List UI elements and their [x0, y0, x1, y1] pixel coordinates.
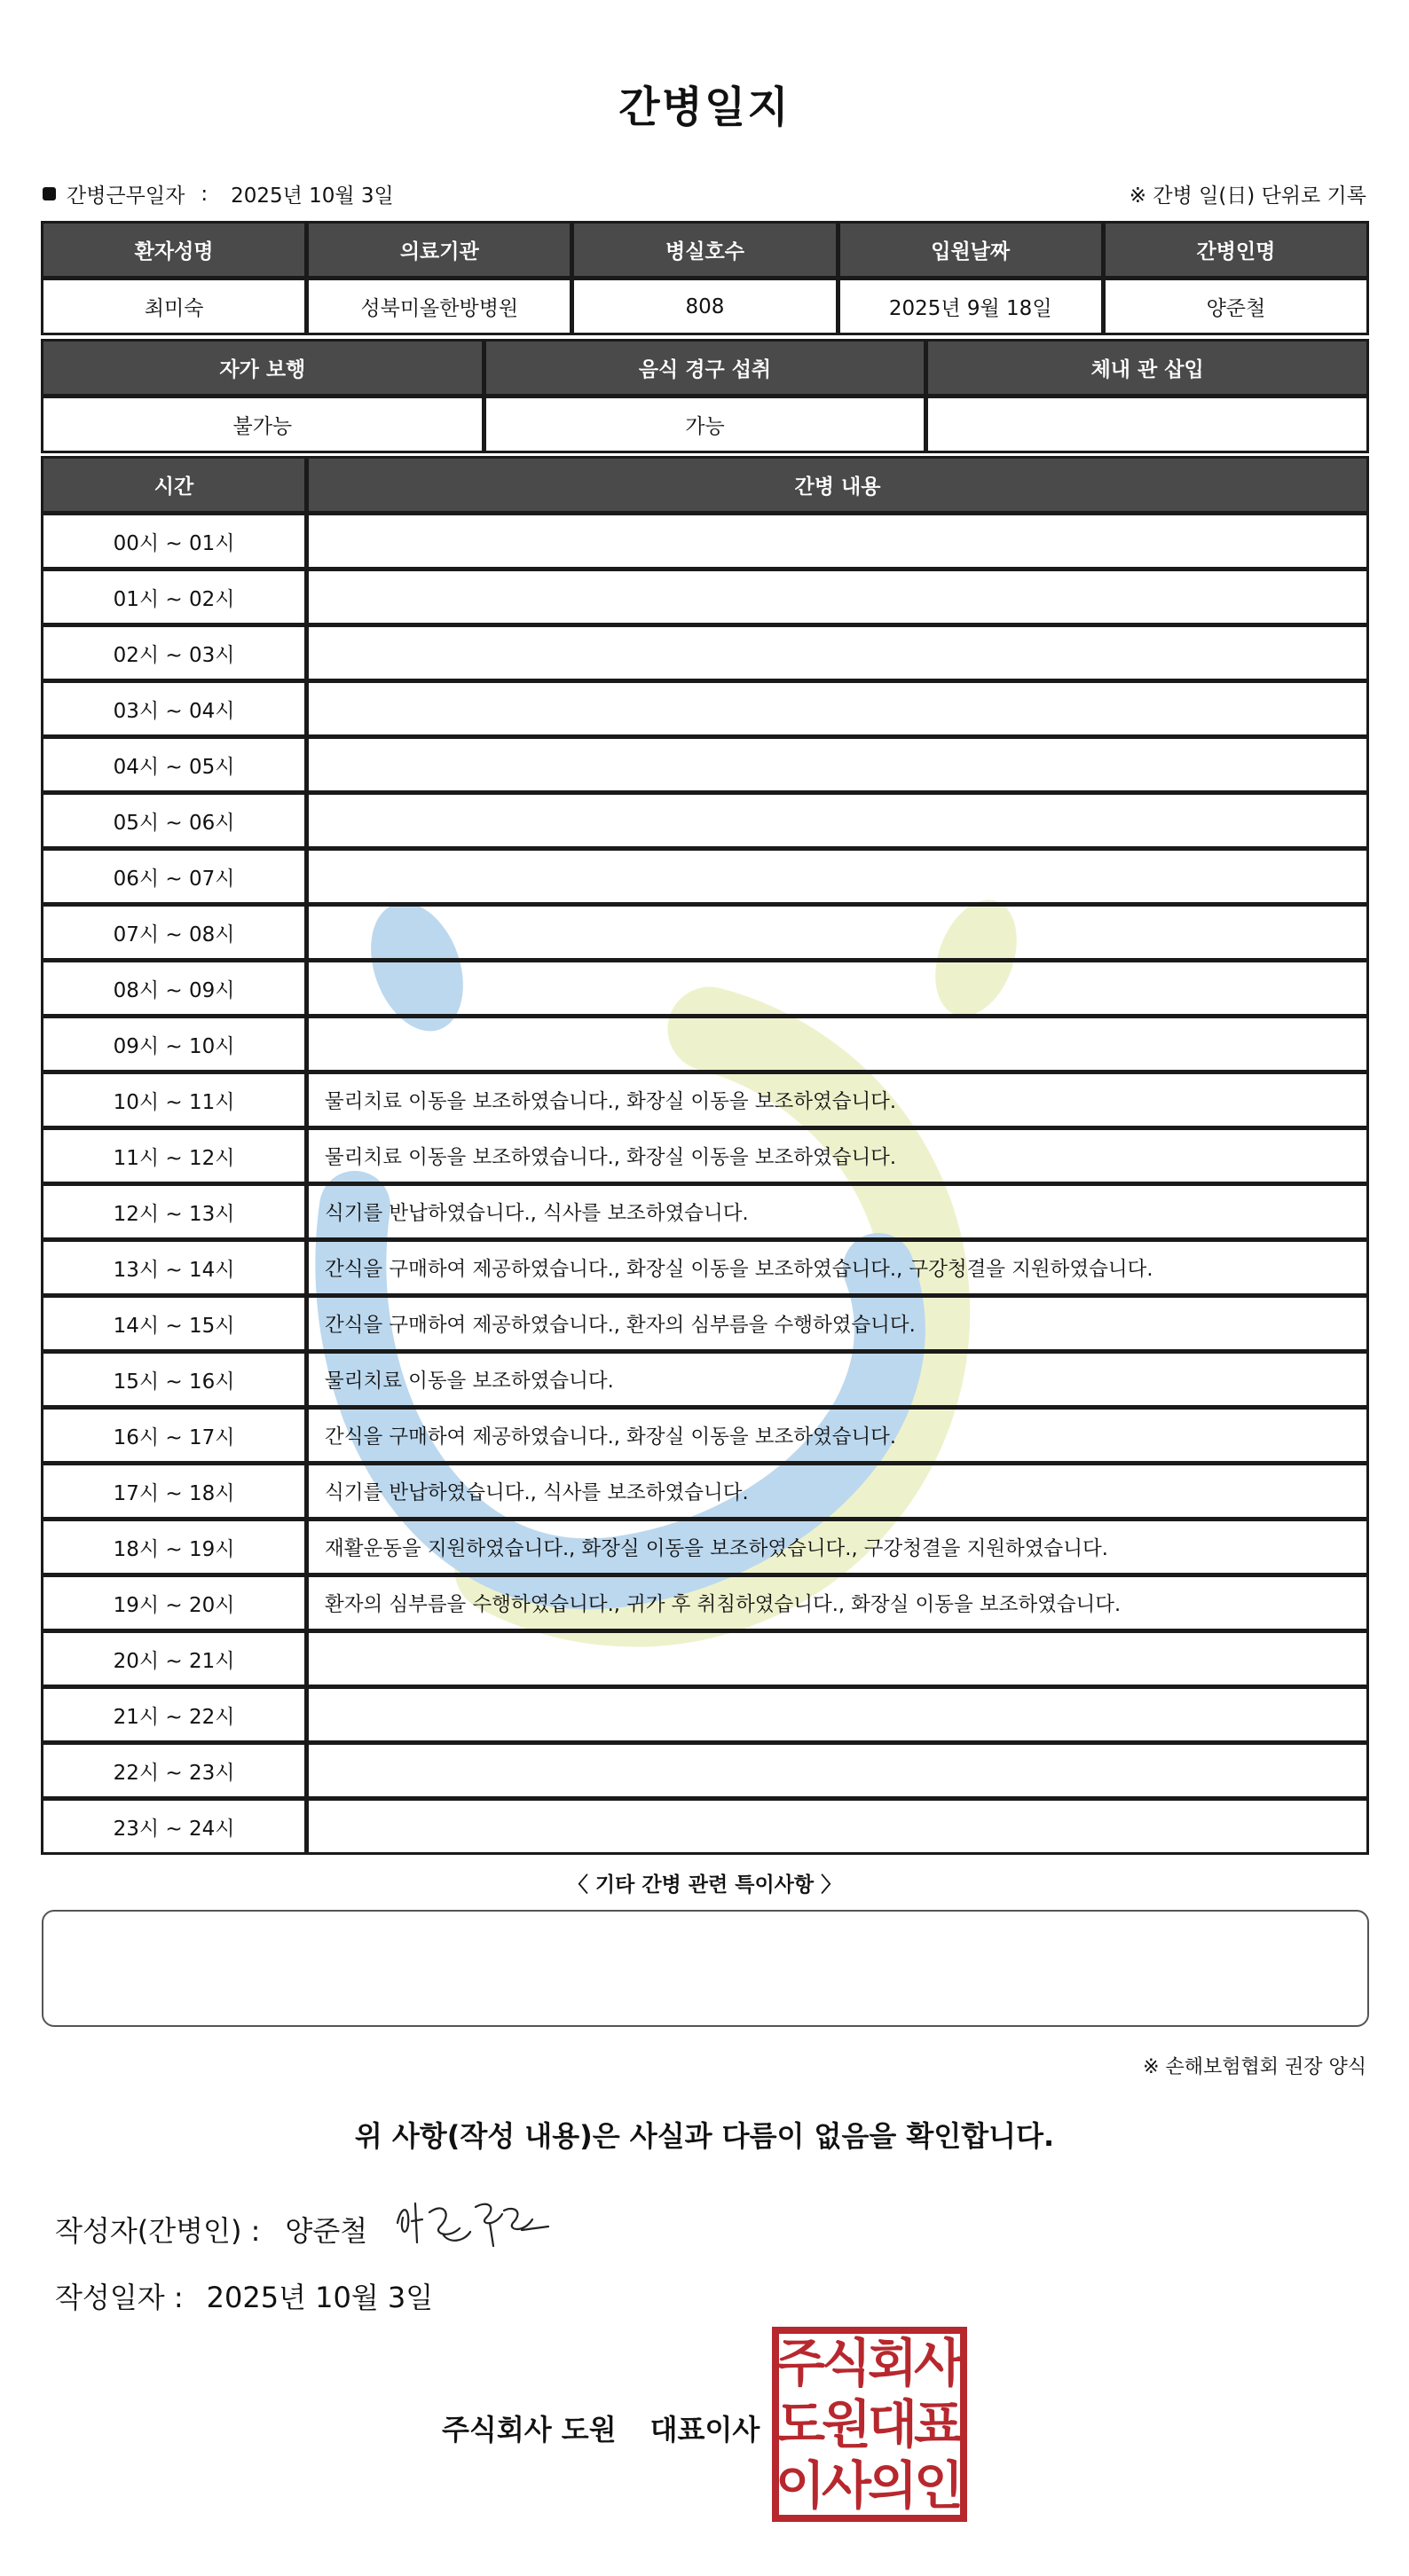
care-content-cell: 물리치료 이동을 보조하였습니다. — [306, 1351, 1369, 1408]
seal-character: 사 — [913, 2333, 964, 2393]
value-caregiver-name: 양준철 — [1103, 278, 1369, 335]
company-line — [442, 2407, 760, 2448]
care-content-cell — [306, 848, 1369, 905]
time-slot: 11시 ~ 12시 — [41, 1127, 307, 1184]
header-room-number: 병실호수 — [571, 221, 838, 279]
time-slot: 20시 ~ 21시 — [41, 1630, 307, 1687]
time-slot: 06시 ~ 07시 — [41, 848, 307, 905]
care-content-cell: 재활운동을 지원하였습니다., 화장실 이동을 보조하였습니다., 구강청결을 지원하였습니다. — [306, 1519, 1369, 1575]
time-slot: 18시 ~ 19시 — [41, 1519, 307, 1575]
care-content-cell — [306, 1016, 1369, 1072]
bullet-square-icon — [43, 187, 56, 200]
value-hospital: 성북미올한방병원 — [306, 278, 572, 335]
company-name: 주식회사 도원 — [442, 2413, 617, 2446]
header-caregiver-name: 간병인명 — [1103, 221, 1369, 279]
care-content-cell — [306, 960, 1369, 1017]
written-date-line — [55, 2275, 433, 2316]
remarks-title: 〈 기타 간병 관련 특이사항 〉 — [567, 1873, 842, 1897]
seal-character: 의 — [867, 2455, 918, 2516]
value-self-walking: 불가능 — [41, 396, 484, 453]
company-title: 대표이사 — [649, 2413, 760, 2446]
time-slot: 07시 ~ 08시 — [41, 904, 307, 961]
seal-character: 원 — [821, 2394, 872, 2454]
work-date-value: 2025년 10월 3일 — [231, 185, 394, 208]
care-content-cell — [306, 1630, 1369, 1687]
time-slot: 23시 ~ 24시 — [41, 1798, 307, 1855]
seal-character: 이 — [775, 2455, 826, 2516]
remarks-box — [42, 1910, 1369, 2027]
seal-character: 식 — [821, 2333, 872, 2393]
time-slot: 04시 ~ 05시 — [41, 736, 307, 793]
time-slot: 02시 ~ 03시 — [41, 624, 307, 681]
time-slot: 03시 ~ 04시 — [41, 680, 307, 737]
seal-character: 회 — [867, 2333, 918, 2393]
header-patient-name: 환자성명 — [41, 221, 307, 279]
seal-character: 주 — [775, 2333, 826, 2393]
time-slot: 22시 ~ 23시 — [41, 1742, 307, 1799]
care-content-cell: 물리치료 이동을 보조하였습니다., 화장실 이동을 보조하였습니다. — [306, 1127, 1369, 1184]
time-slot: 17시 ~ 18시 — [41, 1463, 307, 1520]
unit-note: ※ 간병 일(日) 단위로 기록 — [1129, 185, 1366, 208]
care-content-cell: 환자의 심부름을 수행하였습니다., 귀가 후 취침하였습니다., 화장실 이동을 보조하였습니다. — [306, 1575, 1369, 1631]
header-oral-intake: 음식 경구 섭취 — [484, 339, 927, 397]
header-admission-date: 입원날짜 — [838, 221, 1104, 279]
writer-line — [55, 2209, 367, 2250]
written-date-label: 작성일자 : — [55, 2281, 184, 2314]
time-slot: 15시 ~ 16시 — [41, 1351, 307, 1408]
time-slot: 05시 ~ 06시 — [41, 792, 307, 849]
work-date-separator: : — [201, 182, 209, 206]
care-content-cell — [306, 1798, 1369, 1855]
time-slot: 12시 ~ 13시 — [41, 1183, 307, 1240]
header-time: 시간 — [41, 456, 307, 514]
writer-name: 양준철 — [285, 2214, 368, 2248]
care-content-cell: 물리치료 이동을 보조하였습니다., 화장실 이동을 보조하였습니다. — [306, 1072, 1369, 1128]
time-slot: 01시 ~ 02시 — [41, 569, 307, 625]
care-content-cell — [306, 792, 1369, 849]
work-date-line — [43, 179, 394, 208]
writer-label: 작성자(간병인) : — [55, 2214, 261, 2248]
time-slot: 08시 ~ 09시 — [41, 960, 307, 1017]
header-self-walking: 자가 보행 — [41, 339, 484, 397]
time-slot: 09시 ~ 10시 — [41, 1016, 307, 1072]
care-schedule-table — [42, 457, 1369, 1855]
time-slot: 19시 ~ 20시 — [41, 1575, 307, 1631]
seal-character: 인 — [913, 2455, 964, 2516]
value-oral-intake: 가능 — [484, 396, 927, 453]
value-admission-date: 2025년 9월 18일 — [838, 278, 1104, 335]
care-content-cell — [306, 624, 1369, 681]
care-content-cell — [306, 736, 1369, 793]
time-slot: 00시 ~ 01시 — [41, 513, 307, 569]
care-content-cell — [306, 680, 1369, 737]
header-hospital: 의료기관 — [306, 221, 572, 279]
page-title: 간병일지 — [618, 82, 791, 132]
written-date-value: 2025년 10월 3일 — [206, 2281, 434, 2314]
seal-character: 표 — [913, 2394, 964, 2454]
header-tube-insertion: 체내 관 삽입 — [925, 339, 1369, 397]
patient-status-table — [42, 340, 1369, 453]
time-slot: 13시 ~ 14시 — [41, 1239, 307, 1296]
confirmation-statement: 위 사항(작성 내용)은 사실과 다름이 없음을 확인합니다. — [354, 2119, 1055, 2153]
care-content-cell — [306, 513, 1369, 569]
time-slot: 21시 ~ 22시 — [41, 1686, 307, 1743]
form-note: ※ 손해보험협회 권장 양식 — [1143, 2056, 1366, 2078]
value-tube-insertion — [925, 396, 1369, 453]
care-content-cell: 간식을 구매하여 제공하였습니다., 화장실 이동을 보조하였습니다., 구강청결을 지원하였습니다. — [306, 1239, 1369, 1296]
caregiver-signature — [390, 2187, 559, 2258]
time-slot: 16시 ~ 17시 — [41, 1407, 307, 1464]
value-patient-name: 최미숙 — [41, 278, 307, 335]
care-content-cell: 간식을 구매하여 제공하였습니다., 화장실 이동을 보조하였습니다. — [306, 1407, 1369, 1464]
care-content-cell — [306, 1686, 1369, 1743]
time-slot: 14시 ~ 15시 — [41, 1295, 307, 1352]
company-seal-stamp — [771, 2326, 968, 2523]
value-room-number: 808 — [571, 278, 838, 335]
care-content-cell: 간식을 구매하여 제공하였습니다., 환자의 심부름을 수행하였습니다. — [306, 1295, 1369, 1352]
time-slot: 10시 ~ 11시 — [41, 1072, 307, 1128]
patient-info-table — [42, 222, 1369, 335]
header-care-content: 간병 내용 — [306, 456, 1369, 514]
care-content-cell: 식기를 반납하였습니다., 식사를 보조하였습니다. — [306, 1463, 1369, 1520]
care-content-cell: 식기를 반납하였습니다., 식사를 보조하였습니다. — [306, 1183, 1369, 1240]
care-content-cell — [306, 904, 1369, 961]
seal-character: 도 — [775, 2394, 826, 2454]
seal-character: 대 — [867, 2394, 918, 2454]
care-content-cell — [306, 1742, 1369, 1799]
seal-character: 사 — [821, 2455, 872, 2516]
care-content-cell — [306, 569, 1369, 625]
work-date-label: 간병근무일자 — [67, 185, 185, 208]
